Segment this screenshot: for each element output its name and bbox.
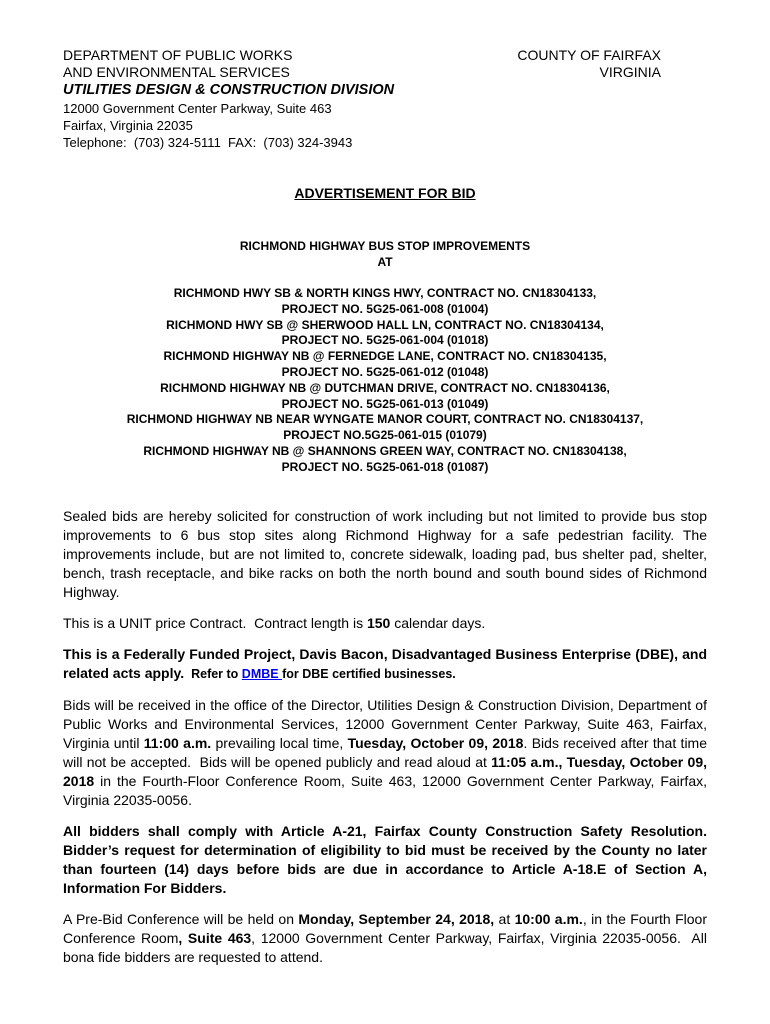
federal-text: This is a Federally Funded Project, Davis Bacon, Disadvantaged Business Enterprise (DBE), and related acts apply. [63, 646, 707, 681]
state-name: VIRGINIA [599, 64, 661, 80]
project-line: PROJECT NO. 5G25-061-013 (01049) [281, 396, 489, 411]
bids-text-2: prevailing local time, [211, 735, 348, 751]
prebid-date: Monday, September 24, 2018, [298, 911, 495, 927]
contract-list [0, 286, 770, 476]
department-header [63, 47, 483, 151]
subtitle-line1: RICHMOND HIGHWAY BUS STOP IMPROVEMENTS [239, 239, 531, 253]
federal-funding-paragraph [63, 645, 707, 684]
department-name-line1: DEPARTMENT OF PUBLIC WORKS [63, 47, 293, 63]
advertisement-body [63, 507, 711, 979]
subtitle-line2: AT [377, 255, 393, 269]
bids-opening-datetime: 11:05 a.m., Tuesday, October 09, 2018 [63, 754, 708, 789]
phone-fax: Telephone: (703) 324-5111 FAX: (703) 324-3943 [63, 135, 353, 150]
department-name-line2: AND ENVIRONMENTAL SERVICES [63, 64, 290, 80]
unit-text-a: This is a UNIT price Contract. Contract length is [63, 615, 367, 631]
project-subtitle [0, 238, 770, 270]
document-title: ADVERTISEMENT FOR BID [294, 185, 476, 201]
prebid-text-1: A Pre-Bid Conference will be held on [63, 911, 299, 927]
prebid-text-2: at [494, 911, 515, 927]
project-line: PROJECT NO. 5G25-061-018 (01087) [281, 459, 489, 474]
prebid-text-4: , 12000 Government Center Parkway, Fairfax, Virginia 22035-0056. All bona fide bidders are requested to attend. [63, 930, 711, 965]
division-name: UTILITIES DESIGN & CONSTRUCTION DIVISION [63, 82, 395, 98]
contract-line: RICHMOND HIGHWAY NB NEAR WYNGATE MANOR COURT, CONTRACT NO. CN18304137, [126, 412, 644, 427]
county-name: COUNTY OF FAIRFAX [517, 47, 661, 63]
safety-paragraph: All bidders shall comply with Article A-21, Fairfax County Construction Safety Resolution. Bidder’s request for determination of eligibility to bid must be received by the County no later than fourteen (14) days before bids are due in accordance to Article A-18.E of Section A, Information For Bidders. [63, 823, 707, 896]
intro-paragraph: Sealed bids are hereby solicited for construction of work including but not limited to provide bus stop improvements to 6 bus stop sites along Richmond Highway for a safe pedestrian facility. The improvements include, but are not limited to, concrete sidewalk, loading pad, bus shelter pad, shelter, bench, trash receptacle, and bike racks on both the north bound and south bound sides of Richmond Highway. [63, 508, 707, 600]
prebid-suite: , Suite 463 [178, 930, 252, 946]
project-line: PROJECT NO. 5G25-061-004 (01018) [281, 333, 489, 348]
bids-deadline-date: Tuesday, October 09, 2018 [347, 735, 524, 751]
address-line2: Fairfax, Virginia 22035 [63, 118, 193, 133]
bids-text-4: in the Fourth-Floor Conference Room, Suite 463, 12000 Government Center Parkway, Fairfax, Virginia 22035-0056. [63, 773, 707, 808]
contract-line: RICHMOND HWY SB @ SHERWOOD HALL LN, CONTRACT NO. CN18304134, [166, 317, 604, 332]
prebid-text-3: , in the Fourth Floor Conference Room [63, 911, 707, 946]
bids-text-3: . Bids received after that time will not be accepted. Bids will be opened publicly and read aloud at [63, 735, 711, 770]
bids-paragraph [63, 696, 711, 810]
unit-price-paragraph [63, 614, 707, 633]
bids-deadline-time: 11:00 a.m. [143, 735, 212, 751]
refer-text: Refer to [184, 667, 242, 681]
dbe-text: for DBE certified businesses. [282, 667, 456, 681]
prebid-time: 10:00 a.m. [514, 911, 583, 927]
dmbe-link[interactable]: DMBE [241, 667, 283, 681]
address-line1: 12000 Government Center Parkway, Suite 463 [63, 101, 332, 116]
contract-line: RICHMOND HIGHWAY NB @ FERNEDGE LANE, CONTRACT NO. CN18304135, [163, 349, 607, 364]
project-line: PROJECT NO. 5G25-061-012 (01048) [281, 364, 489, 379]
county-header [517, 47, 661, 81]
contract-line: RICHMOND HIGHWAY NB @ SHANNONS GREEN WAY, CONTRACT NO. CN18304138, [143, 443, 627, 458]
project-line: PROJECT NO. 5G25-061-008 (01004) [281, 301, 489, 316]
bids-text-1: Bids will be received in the office of the Director, Utilities Design & Construction Division, Department of Public Works and Environmental Services, 12000 Government Center Parkway, Suite 463, Fairfax, Virginia until [63, 697, 707, 751]
prebid-paragraph [63, 910, 711, 967]
contract-line: RICHMOND HWY SB & NORTH KINGS HWY, CONTRACT NO. CN18304133, [173, 286, 597, 300]
project-line: PROJECT NO.5G25-061-015 (01079) [283, 428, 487, 443]
contract-days: 150 [366, 615, 391, 631]
contract-line: RICHMOND HIGHWAY NB @ DUTCHMAN DRIVE, CONTRACT NO. CN18304136, [160, 380, 610, 395]
unit-text-b: calendar days. [390, 615, 486, 631]
